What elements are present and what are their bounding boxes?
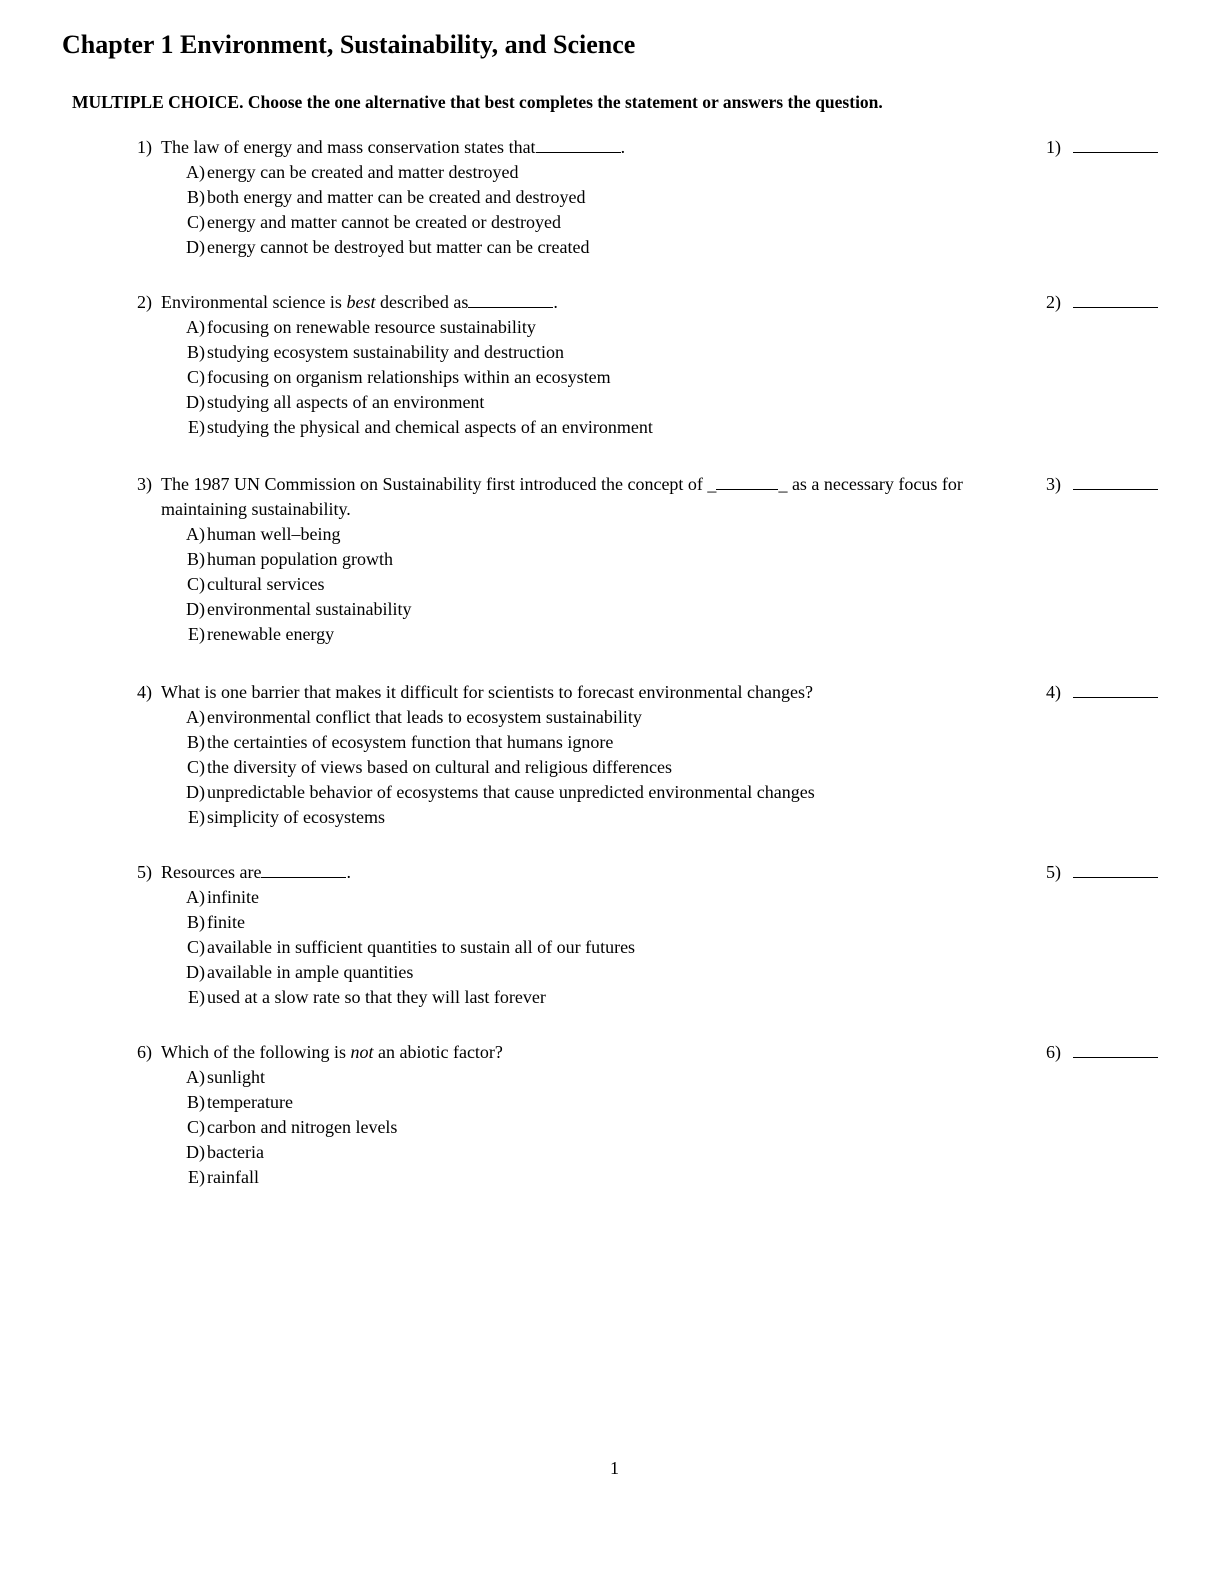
stem-text: Which of the following is: [161, 1042, 351, 1062]
option-text: the diversity of views based on cultural and religious differences: [207, 757, 673, 777]
options-list: [137, 315, 1147, 440]
stem-text: The law of energy and mass conservation states that: [161, 137, 536, 157]
question-2: [137, 290, 1147, 440]
option: [179, 885, 1147, 910]
option-letter: E): [188, 807, 205, 827]
question-number: 4): [137, 682, 152, 702]
option-text: energy can be created and matter destroyed: [207, 162, 519, 182]
option-text: energy cannot be destroyed but matter can be created: [207, 237, 590, 257]
option-letter: C): [187, 937, 205, 957]
stem-text-end: _ as a necessary focus for maintaining sustainability.: [161, 474, 963, 519]
question-5: [137, 860, 1147, 1010]
answer-line[interactable]: [1073, 137, 1158, 153]
options-list: [137, 522, 1147, 647]
option-letter: C): [187, 367, 205, 387]
option-text: focusing on organism relationships within an ecosystem: [207, 367, 611, 387]
answer-line[interactable]: [1073, 1042, 1158, 1058]
option: [179, 597, 1147, 622]
answer-number: 4): [1046, 682, 1061, 702]
option: [179, 985, 1147, 1010]
option-letter: E): [188, 624, 205, 644]
stem-text: Environmental science is: [161, 292, 347, 312]
stem-text: Resources are: [161, 862, 262, 882]
option: [179, 755, 1147, 780]
option-letter: E): [188, 417, 205, 437]
options-list: [137, 160, 1147, 260]
stem-text: What is one barrier that makes it difficult for scientists to forecast environmental changes?: [161, 682, 813, 702]
option-letter: E): [188, 1167, 205, 1187]
option: [179, 910, 1147, 935]
question-number: 2): [137, 292, 152, 312]
page-title: Chapter 1 Environment, Sustainability, and Science: [62, 30, 636, 59]
option: [179, 390, 1147, 415]
option-text: human population growth: [207, 549, 393, 569]
option-letter: B): [187, 187, 205, 207]
option: [179, 1090, 1147, 1115]
answer-number: 1): [1046, 137, 1061, 157]
option-letter: D): [186, 599, 205, 619]
option-text: temperature: [207, 1092, 293, 1112]
option-text: studying all aspects of an environment: [207, 392, 485, 412]
option: [179, 315, 1147, 340]
option-letter: A): [186, 887, 205, 907]
options-list: [137, 885, 1147, 1010]
option-letter: B): [187, 912, 205, 932]
question-stem: [137, 680, 1021, 705]
option: [179, 705, 1147, 730]
stem-text: The 1987 UN Commission on Sustainability first introduced the concept of _: [161, 474, 717, 494]
fill-in-blank: [716, 474, 778, 490]
stem-text-end: .: [620, 137, 626, 157]
option-letter: D): [186, 962, 205, 982]
option: [179, 935, 1147, 960]
page-number: 1: [610, 1458, 619, 1478]
answer-slot[interactable]: [1033, 472, 1158, 497]
option: [179, 340, 1147, 365]
option-text: unpredictable behavior of ecosystems that cause unpredicted environmental changes: [207, 782, 815, 802]
option: [179, 622, 1147, 647]
option: [179, 572, 1147, 597]
option: [179, 960, 1147, 985]
stem-emphasis: not: [350, 1042, 374, 1062]
question-3: [137, 472, 1147, 647]
option-text: bacteria: [207, 1142, 264, 1162]
question-stem: [137, 472, 1021, 522]
option: [179, 1165, 1147, 1190]
option: [179, 160, 1147, 185]
option-letter: B): [187, 1092, 205, 1112]
option-letter: C): [187, 757, 205, 777]
option-letter: A): [186, 317, 205, 337]
option-letter: D): [186, 782, 205, 802]
answer-number: 5): [1046, 862, 1061, 882]
answer-number: 2): [1046, 292, 1061, 312]
question-stem: [137, 135, 1021, 160]
option: [179, 805, 1147, 830]
answer-slot[interactable]: [1033, 135, 1158, 160]
option-text: used at a slow rate so that they will last forever: [207, 987, 546, 1007]
question-1: [137, 135, 1147, 260]
option-letter: D): [186, 392, 205, 412]
option: [179, 1140, 1147, 1165]
stem-text-end: .: [346, 862, 351, 882]
option-text: both energy and matter can be created and destroyed: [207, 187, 586, 207]
question-stem: [137, 1040, 1021, 1065]
question-6: [137, 1040, 1147, 1190]
option: [179, 210, 1147, 235]
fill-in-blank: [468, 292, 553, 308]
option-letter: C): [187, 574, 205, 594]
answer-number: 3): [1046, 474, 1061, 494]
option-letter: E): [188, 987, 205, 1007]
option: [179, 1115, 1147, 1140]
option: [179, 235, 1147, 260]
answer-line[interactable]: [1073, 474, 1158, 490]
option-text: cultural services: [207, 574, 325, 594]
option-letter: A): [186, 162, 205, 182]
option-letter: B): [187, 342, 205, 362]
question-4: [137, 680, 1147, 830]
option: [179, 365, 1147, 390]
option-text: environmental conflict that leads to ecosystem sustainability: [207, 707, 642, 727]
option-text: available in ample quantities: [207, 962, 414, 982]
option-text: focusing on renewable resource sustainability: [207, 317, 536, 337]
answer-slot[interactable]: [1033, 290, 1158, 315]
option-text: renewable energy: [207, 624, 335, 644]
answer-slot[interactable]: [1033, 1040, 1158, 1065]
option-letter: A): [186, 707, 205, 727]
question-number: 1): [137, 137, 152, 157]
option-letter: A): [186, 1067, 205, 1087]
option-text: simplicity of ecosystems: [207, 807, 385, 827]
option: [179, 522, 1147, 547]
answer-slot[interactable]: [1033, 680, 1158, 705]
option-letter: B): [187, 549, 205, 569]
option-text: energy and matter cannot be created or destroyed: [207, 212, 562, 232]
option-text: studying ecosystem sustainability and destruction: [207, 342, 564, 362]
stem-emphasis: best: [346, 292, 376, 312]
stem-text-mid: described as: [375, 292, 469, 312]
option-letter: D): [186, 237, 205, 257]
option: [179, 415, 1147, 440]
stem-text-end: .: [553, 292, 558, 312]
option-letter: C): [187, 1117, 205, 1137]
question-number: 3): [137, 474, 152, 494]
answer-line[interactable]: [1073, 862, 1158, 878]
instructions: MULTIPLE CHOICE. Choose the one alternative that best completes the statement or answers the question.: [72, 92, 883, 112]
option: [179, 185, 1147, 210]
option-text: human well–being: [207, 524, 341, 544]
fill-in-blank: [261, 862, 346, 878]
option-letter: B): [187, 732, 205, 752]
option-letter: C): [187, 212, 205, 232]
option-text: finite: [207, 912, 245, 932]
option-text: rainfall: [207, 1167, 259, 1187]
answer-slot[interactable]: [1033, 860, 1158, 885]
fill-in-blank: [536, 137, 621, 153]
option: [179, 780, 1147, 805]
option-letter: D): [186, 1142, 205, 1162]
question-stem: [137, 290, 1021, 315]
answer-line[interactable]: [1073, 292, 1158, 308]
option-text: infinite: [207, 887, 259, 907]
option: [179, 730, 1147, 755]
option-text: sunlight: [207, 1067, 266, 1087]
option-letter: A): [186, 524, 205, 544]
option-text: the certainties of ecosystem function that humans ignore: [207, 732, 614, 752]
answer-line[interactable]: [1073, 682, 1158, 698]
answer-number: 6): [1046, 1042, 1061, 1062]
question-number: 6): [137, 1042, 152, 1062]
option-text: carbon and nitrogen levels: [207, 1117, 398, 1137]
option-text: available in sufficient quantities to sustain all of our futures: [207, 937, 636, 957]
question-number: 5): [137, 862, 152, 882]
stem-text-mid: an abiotic factor?: [373, 1042, 503, 1062]
question-stem: [137, 860, 1021, 885]
option: [179, 547, 1147, 572]
options-list: [137, 705, 1147, 830]
option: [179, 1065, 1147, 1090]
option-text: studying the physical and chemical aspects of an environment: [207, 417, 653, 437]
option-text: environmental sustainability: [207, 599, 412, 619]
options-list: [137, 1065, 1147, 1190]
